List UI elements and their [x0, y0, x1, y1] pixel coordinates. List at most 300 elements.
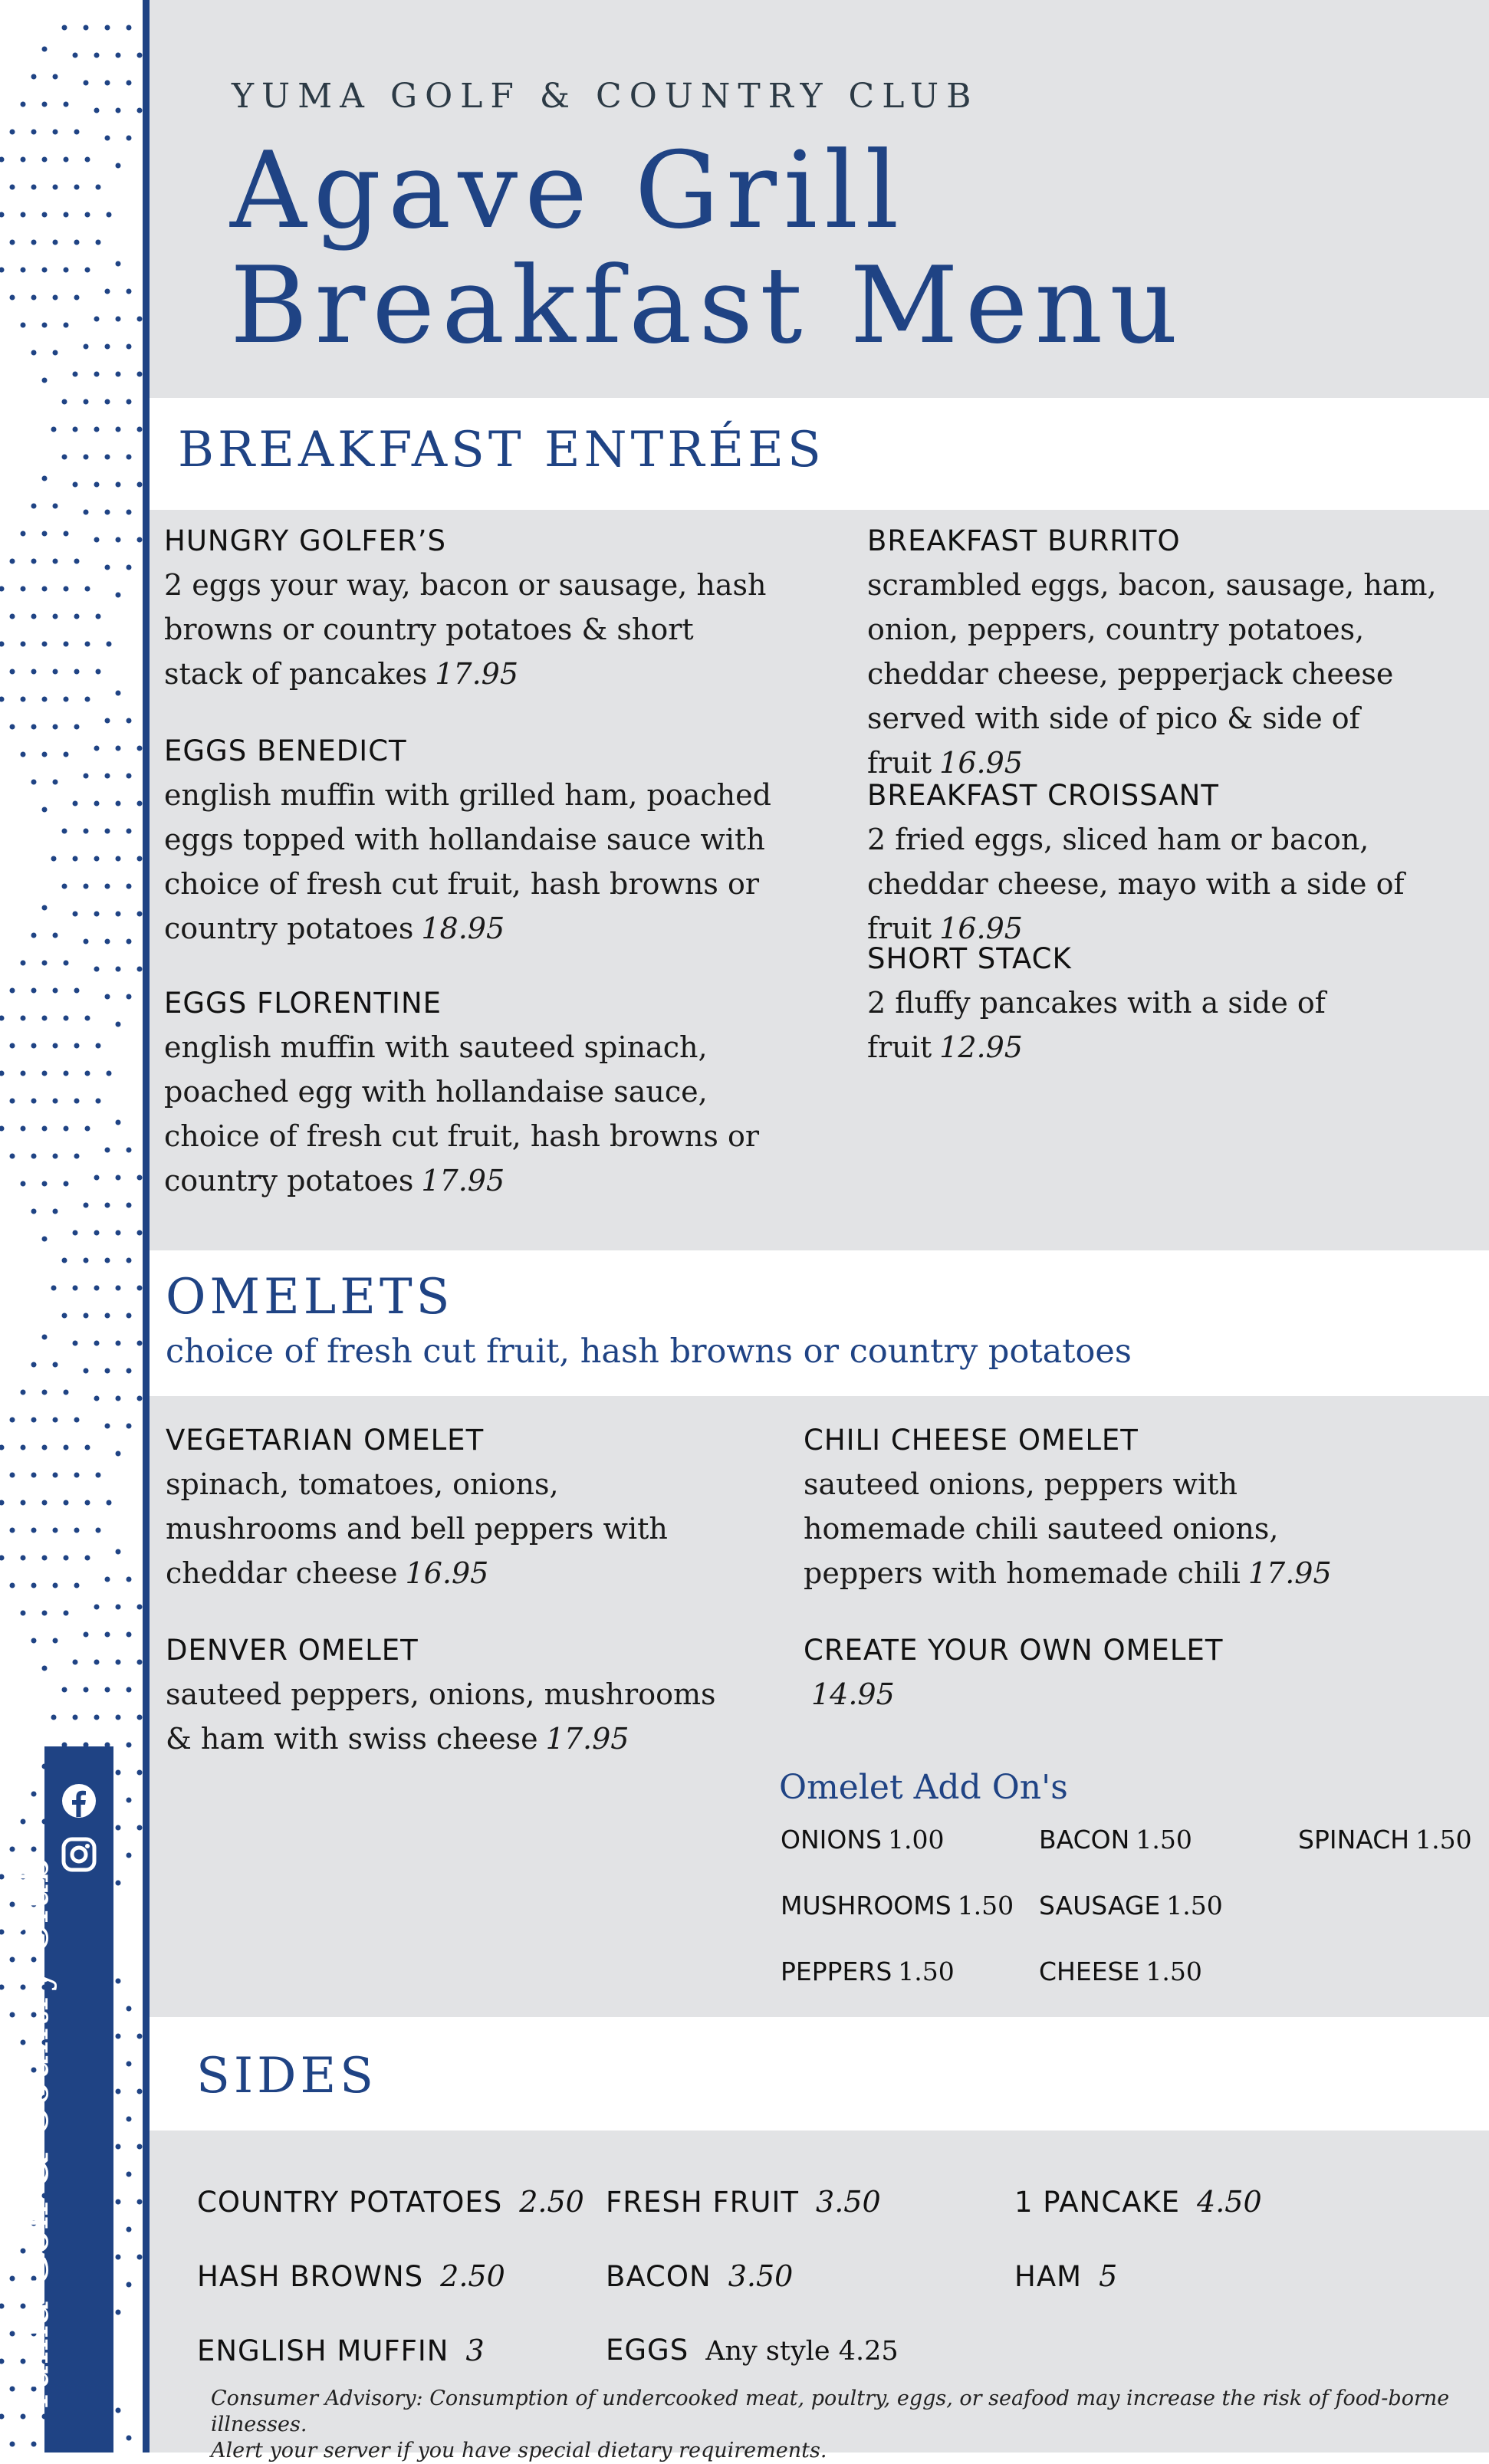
- pattern-dot: [127, 1853, 132, 1858]
- pattern-dot: [116, 912, 121, 917]
- pattern-dot: [21, 531, 26, 537]
- pattern-dot: [127, 2062, 132, 2067]
- pattern-dot: [137, 2200, 143, 2205]
- side-item: [606, 2334, 899, 2367]
- instagram-icon[interactable]: [61, 1837, 97, 1872]
- advisory-line-2: Alert your server if you have special dietary requirements.: [211, 2439, 827, 2462]
- pattern-dot: [53, 614, 58, 619]
- pattern-dot: [0, 642, 5, 647]
- pattern-dot: [0, 157, 5, 163]
- pattern-dot: [10, 724, 15, 730]
- pattern-dot: [105, 1203, 110, 1208]
- pattern-dot: [21, 642, 26, 647]
- pattern-dot: [64, 642, 69, 647]
- pattern-dot: [116, 1175, 121, 1181]
- pattern-dot: [64, 1071, 69, 1076]
- side-name: BACON: [606, 2260, 712, 2293]
- item-name: DENVER OMELET: [166, 1634, 419, 1667]
- section-heading-omelets: OMELETS: [166, 1269, 454, 1326]
- pattern-dot: [64, 212, 69, 218]
- pattern-dot: [62, 25, 67, 31]
- pattern-dot: [10, 1583, 15, 1588]
- pattern-dot: [116, 801, 121, 807]
- pattern-dot: [31, 1362, 37, 1368]
- pattern-dot: [137, 1175, 143, 1181]
- pattern-dot: [137, 427, 143, 432]
- pattern-dot: [127, 1798, 132, 1803]
- pattern-dot: [96, 185, 101, 190]
- pattern-dot: [84, 774, 89, 779]
- pattern-dot: [105, 1258, 110, 1263]
- pattern-dot: [116, 108, 121, 113]
- pattern-dot: [42, 642, 48, 647]
- pattern-dot: [64, 1016, 69, 1021]
- pattern-dot: [42, 961, 48, 966]
- pattern-dot: [0, 1071, 5, 1076]
- pattern-dot: [116, 1770, 121, 1776]
- pattern-dot: [53, 559, 58, 564]
- pattern-dot: [127, 80, 132, 86]
- item-description: sauteed peppers, onions, mushrooms & ham with swiss cheese: [166, 1677, 716, 1756]
- pattern-dot: [127, 2282, 132, 2288]
- pattern-dot: [21, 1016, 26, 1021]
- addon-item: [1039, 1956, 1202, 1986]
- pattern-dot: [64, 586, 69, 592]
- pattern-dot: [137, 2034, 143, 2039]
- item-name: CREATE YOUR OWN OMELET: [804, 1634, 1224, 1667]
- pattern-dot: [85, 1445, 90, 1450]
- pattern-dot: [116, 2310, 121, 2315]
- pattern-dot: [96, 669, 101, 675]
- pattern-dot: [74, 240, 80, 245]
- pattern-dot: [62, 455, 67, 460]
- addon-price: 1.50: [1166, 1891, 1223, 1920]
- pattern-dot: [42, 1556, 48, 1561]
- pattern-dot: [53, 185, 58, 190]
- pattern-dot: [84, 1632, 89, 1638]
- item-price: 16.95: [405, 1556, 489, 1591]
- pattern-dot: [85, 212, 90, 218]
- pattern-dot: [85, 586, 90, 592]
- pattern-dot: [0, 1445, 5, 1450]
- pattern-dot: [105, 1687, 110, 1693]
- facebook-icon[interactable]: [61, 1783, 97, 1818]
- pattern-dot: [105, 289, 110, 294]
- pattern-dot: [53, 1099, 58, 1104]
- item-name: BREAKFAST CROISSANT: [867, 779, 1219, 812]
- pattern-dot: [31, 559, 37, 564]
- item-description: scrambled eggs, bacon, sausage, ham, onion, peppers, country potatoes, cheddar cheese, pepperjack cheese served with side of pico & side of fruit: [867, 568, 1437, 780]
- pattern-dot: [21, 102, 26, 107]
- pattern-dot: [64, 1611, 69, 1616]
- pattern-dot: [116, 1979, 121, 1984]
- side-name: EGGS: [606, 2334, 689, 2367]
- pattern-dot: [127, 884, 132, 889]
- pattern-dot: [31, 1099, 37, 1104]
- pattern-dot: [116, 163, 121, 169]
- pattern-dot: [105, 455, 110, 460]
- pattern-dot: [0, 1500, 5, 1506]
- pattern-dot: [31, 1583, 37, 1588]
- pattern-dot: [42, 752, 48, 757]
- pattern-dot: [73, 53, 78, 58]
- menu-title-line-1: Agave Grill: [230, 129, 906, 252]
- item-price: 17.95: [421, 1164, 505, 1198]
- pattern-dot: [21, 1500, 26, 1506]
- menu-item: [164, 524, 777, 696]
- pattern-dot: [84, 829, 89, 834]
- pattern-dot: [53, 724, 58, 730]
- item-description: sauteed onions, peppers with homemade chili sauteed onions, peppers with homemade chili: [804, 1467, 1279, 1591]
- pattern-dot: [94, 856, 100, 862]
- pattern-dot: [31, 504, 37, 509]
- pattern-dot: [31, 1847, 37, 1852]
- pattern-dot: [10, 240, 15, 245]
- pattern-dot: [31, 1792, 37, 1797]
- pattern-dot: [116, 1341, 121, 1346]
- advisory-line-1: Consumer Advisory: Consumption of undercooked meat, poultry, eggs, or seafood may increase the risk of food-borne illnesses.: [211, 2387, 1450, 2436]
- pattern-dot: [0, 268, 5, 273]
- pattern-dot: [94, 1396, 100, 1401]
- side-name: HASH BROWNS: [197, 2260, 424, 2293]
- pattern-dot: [62, 1313, 67, 1319]
- pattern-dot: [137, 746, 143, 751]
- item-name: HUNGRY GOLFER’S: [164, 524, 446, 557]
- pattern-dot: [73, 427, 78, 432]
- pattern-dot: [137, 1715, 143, 1720]
- pattern-dot: [116, 1396, 121, 1401]
- pattern-dot: [85, 1500, 90, 1506]
- pattern-dot: [127, 2172, 132, 2177]
- pattern-dot: [0, 1016, 5, 1021]
- pattern-dot: [31, 933, 37, 938]
- pattern-dot: [127, 1632, 132, 1638]
- pattern-dot: [21, 697, 26, 702]
- side-price: Any style 4.25: [705, 2336, 899, 2367]
- pattern-dot: [105, 1424, 110, 1429]
- pattern-dot: [42, 157, 48, 163]
- pattern-dot: [116, 1715, 121, 1720]
- pattern-dot: [105, 80, 110, 86]
- pattern-dot: [85, 1556, 90, 1561]
- pattern-dot: [116, 1022, 121, 1027]
- pattern-dot: [107, 642, 112, 647]
- pattern-dot: [64, 1500, 69, 1506]
- pattern-dot: [127, 2117, 132, 2122]
- pattern-dot: [73, 1341, 78, 1346]
- pattern-dot: [137, 2255, 143, 2260]
- pattern-dot: [74, 724, 80, 730]
- pattern-dot: [53, 1528, 58, 1533]
- pattern-dot: [0, 2414, 5, 2420]
- addons-title: Omelet Add On's: [779, 1768, 1068, 1807]
- pattern-dot: [105, 136, 110, 141]
- pattern-dot: [127, 994, 132, 1000]
- pattern-dot: [137, 372, 143, 377]
- pattern-dot: [105, 1368, 110, 1374]
- pattern-dot: [116, 1230, 121, 1236]
- pattern-dot: [94, 108, 100, 113]
- pattern-dot: [116, 746, 121, 751]
- pattern-dot: [73, 372, 78, 377]
- pattern-dot: [74, 669, 80, 675]
- addon-price: 1.50: [1415, 1825, 1472, 1855]
- pattern-dot: [31, 988, 37, 994]
- pattern-dot: [31, 1154, 37, 1159]
- addon-item: [781, 1956, 955, 1986]
- pattern-dot: [42, 1445, 48, 1450]
- pattern-dot: [10, 130, 15, 135]
- pattern-dot: [116, 2255, 121, 2260]
- pattern-dot: [42, 378, 48, 383]
- item-description: english muffin with sauteed spinach, poached egg with hollandaise sauce, choice of fresh cut fruit, hash browns or country potatoes: [164, 1030, 759, 1198]
- menu-item: [164, 987, 777, 1203]
- pattern-dot: [42, 1126, 48, 1132]
- item-description: english muffin with grilled ham, poached eggs topped with hollandaise sauce with choice of fresh cut fruit, hash browns or country potatoes: [164, 778, 771, 946]
- pattern-dot: [105, 939, 110, 945]
- pattern-dot: [0, 1126, 5, 1132]
- pattern-dot: [116, 2408, 121, 2413]
- item-name: EGGS BENEDICT: [164, 734, 407, 767]
- pattern-dot: [64, 268, 69, 273]
- pattern-dot: [105, 510, 110, 515]
- pattern-dot: [94, 1175, 100, 1181]
- side-item: [606, 2185, 881, 2219]
- pattern-dot: [53, 988, 58, 994]
- pattern-dot: [42, 47, 48, 52]
- pattern-dot: [127, 1313, 132, 1319]
- pattern-dot: [21, 1611, 26, 1616]
- pattern-dot: [116, 1451, 121, 1457]
- pattern-dot: [21, 268, 26, 273]
- pattern-dot: [116, 427, 121, 432]
- pattern-dot: [73, 1230, 78, 1236]
- pattern-dot: [21, 1071, 26, 1076]
- pattern-dot: [42, 586, 48, 592]
- pattern-dot: [51, 1715, 57, 1720]
- pattern-dot: [116, 691, 121, 696]
- section-heading-entrees: BREAKFAST ENTRÉES: [178, 422, 825, 478]
- pattern-dot: [51, 856, 57, 862]
- menu-item: [166, 1634, 718, 1761]
- item-name: SHORT STACK: [867, 942, 1072, 975]
- item-price: 16.95: [939, 746, 1023, 780]
- pattern-dot: [62, 1258, 67, 1263]
- item-description: 2 eggs your way, bacon or sausage, hash browns or country potatoes & short stack of pancakes: [164, 568, 767, 692]
- pattern-dot: [42, 212, 48, 218]
- pattern-dot: [84, 1258, 89, 1263]
- pattern-dot: [21, 1819, 26, 1825]
- pattern-dot: [42, 323, 48, 328]
- pattern-dot: [42, 1390, 48, 1395]
- pattern-dot: [0, 697, 5, 702]
- item-description: spinach, tomatoes, onions, mushrooms and bell peppers with cheddar cheese: [166, 1467, 668, 1591]
- pattern-dot: [84, 1368, 89, 1374]
- pattern-dot: [84, 939, 89, 945]
- pattern-dot: [116, 1549, 121, 1555]
- menu-title-line-2: Breakfast Menu: [230, 244, 1185, 367]
- pattern-dot: [116, 1286, 121, 1291]
- pattern-dot: [137, 912, 143, 917]
- pattern-dot: [53, 1638, 58, 1644]
- pattern-dot: [127, 829, 132, 834]
- pattern-dot: [42, 905, 48, 911]
- pattern-dot: [94, 1605, 100, 1610]
- pattern-dot: [53, 350, 58, 356]
- pattern-dot: [94, 801, 100, 807]
- pattern-dot: [116, 2200, 121, 2205]
- pattern-dot: [62, 884, 67, 889]
- pattern-dot: [10, 988, 15, 994]
- menu-item: [804, 1634, 1417, 1717]
- pattern-dot: [116, 2034, 121, 2039]
- addon-name: MUSHROOMS: [781, 1891, 952, 1920]
- addon-item: [781, 1825, 944, 1855]
- pattern-dot: [62, 399, 67, 405]
- pattern-dot: [127, 718, 132, 724]
- pattern-dot: [0, 1556, 5, 1561]
- pattern-dot: [84, 25, 89, 31]
- pattern-dot: [51, 1286, 57, 1291]
- pattern-dot: [116, 1120, 121, 1125]
- pattern-dot: [74, 1418, 80, 1423]
- menu-item: [867, 942, 1481, 1069]
- side-item: [197, 2259, 505, 2293]
- pattern-dot: [107, 1500, 112, 1506]
- pattern-dot: [31, 1473, 37, 1478]
- pattern-dot: [10, 1847, 15, 1852]
- section-heading-sides: SIDES: [196, 2048, 377, 2104]
- pattern-dot: [64, 102, 69, 107]
- pattern-dot: [31, 1209, 37, 1214]
- pattern-dot: [21, 752, 26, 757]
- pattern-dot: [64, 531, 69, 537]
- pattern-dot: [105, 25, 110, 31]
- pattern-dot: [42, 1500, 48, 1506]
- pattern-dot: [42, 531, 48, 537]
- pattern-dot: [53, 1473, 58, 1478]
- pattern-dot: [84, 1313, 89, 1319]
- pattern-dot: [73, 1715, 78, 1720]
- pattern-dot: [85, 1126, 90, 1132]
- pattern-dot: [73, 1660, 78, 1665]
- pattern-dot: [53, 1583, 58, 1588]
- pattern-dot: [94, 537, 100, 543]
- pattern-dot: [105, 1148, 110, 1153]
- pattern-dot: [127, 2227, 132, 2232]
- pattern-dot: [64, 752, 69, 757]
- pattern-dot: [105, 344, 110, 350]
- pattern-dot: [137, 1396, 143, 1401]
- item-name: VEGETARIAN OMELET: [166, 1424, 485, 1457]
- pattern-dot: [127, 455, 132, 460]
- pattern-dot: [137, 856, 143, 862]
- pattern-dot: [94, 1286, 100, 1291]
- item-name: EGGS FLORENTINE: [164, 987, 442, 1020]
- pattern-dot: [137, 1660, 143, 1665]
- pattern-dot: [53, 1043, 58, 1049]
- pattern-dot: [42, 1666, 48, 1671]
- side-price: 2.50: [519, 2185, 584, 2219]
- pattern-dot: [107, 1071, 112, 1076]
- pattern-dot: [10, 1418, 15, 1423]
- pattern-dot: [137, 967, 143, 972]
- pattern-dot: [0, 1985, 5, 1990]
- pattern-dot: [84, 510, 89, 515]
- pattern-dot: [31, 130, 37, 135]
- pattern-dot: [84, 399, 89, 405]
- addon-name: ONIONS: [781, 1825, 882, 1855]
- pattern-dot: [10, 1473, 15, 1478]
- pattern-dot: [105, 1632, 110, 1638]
- addon-name: PEPPERS: [781, 1956, 892, 1986]
- pattern-dot: [53, 295, 58, 301]
- pattern-dot: [21, 323, 26, 328]
- pattern-dot: [10, 669, 15, 675]
- pattern-dot: [31, 669, 37, 675]
- pattern-dot: [127, 565, 132, 570]
- pattern-dot: [53, 1154, 58, 1159]
- item-name: BREAKFAST BURRITO: [867, 524, 1181, 557]
- pattern-dot: [94, 53, 100, 58]
- pattern-dot: [85, 1016, 90, 1021]
- pattern-dot: [74, 988, 80, 994]
- omelets-subheading: choice of fresh cut fruit, hash browns or country potatoes: [166, 1332, 1132, 1371]
- pattern-dot: [21, 1126, 26, 1132]
- pattern-dot: [84, 80, 89, 86]
- pattern-dot: [10, 614, 15, 619]
- pattern-dot: [127, 136, 132, 141]
- pattern-dot: [21, 961, 26, 966]
- pattern-dot: [105, 718, 110, 724]
- pattern-dot: [127, 1687, 132, 1693]
- pattern-dot: [64, 157, 69, 163]
- side-name: COUNTRY POTATOES: [197, 2186, 503, 2219]
- pattern-dot: [53, 933, 58, 938]
- item-price: 14.95: [811, 1677, 895, 1712]
- addon-price: 1.50: [898, 1956, 955, 1986]
- side-price: 3.50: [816, 2185, 881, 2219]
- pattern-dot: [53, 669, 58, 675]
- addon-item: [1298, 1825, 1472, 1855]
- side-price: 3.50: [728, 2259, 794, 2293]
- pattern-dot: [0, 212, 5, 218]
- pattern-dot: [64, 1556, 69, 1561]
- pattern-dot: [127, 2006, 132, 2012]
- pattern-dot: [116, 372, 121, 377]
- pattern-dot: [94, 1660, 100, 1665]
- pattern-dot: [127, 1743, 132, 1748]
- pattern-dot: [116, 967, 121, 972]
- pattern-dot: [31, 614, 37, 619]
- side-item: [606, 2259, 793, 2293]
- item-description: 2 fluffy pancakes with a side of fruit: [867, 986, 1326, 1065]
- pattern-dot: [137, 2144, 143, 2150]
- pattern-dot: [84, 1203, 89, 1208]
- pattern-dot: [94, 372, 100, 377]
- pattern-dot: [105, 829, 110, 834]
- pattern-dot: [21, 586, 26, 592]
- pattern-dot: [137, 108, 143, 113]
- pattern-dot: [31, 74, 37, 80]
- addon-name: CHEESE: [1039, 1956, 1140, 1986]
- pattern-dot: [64, 1181, 69, 1187]
- pattern-dot: [31, 295, 37, 301]
- pattern-dot: [137, 1286, 143, 1291]
- pattern-dot: [116, 856, 121, 862]
- pattern-dot: [127, 1424, 132, 1429]
- pattern-dot: [94, 427, 100, 432]
